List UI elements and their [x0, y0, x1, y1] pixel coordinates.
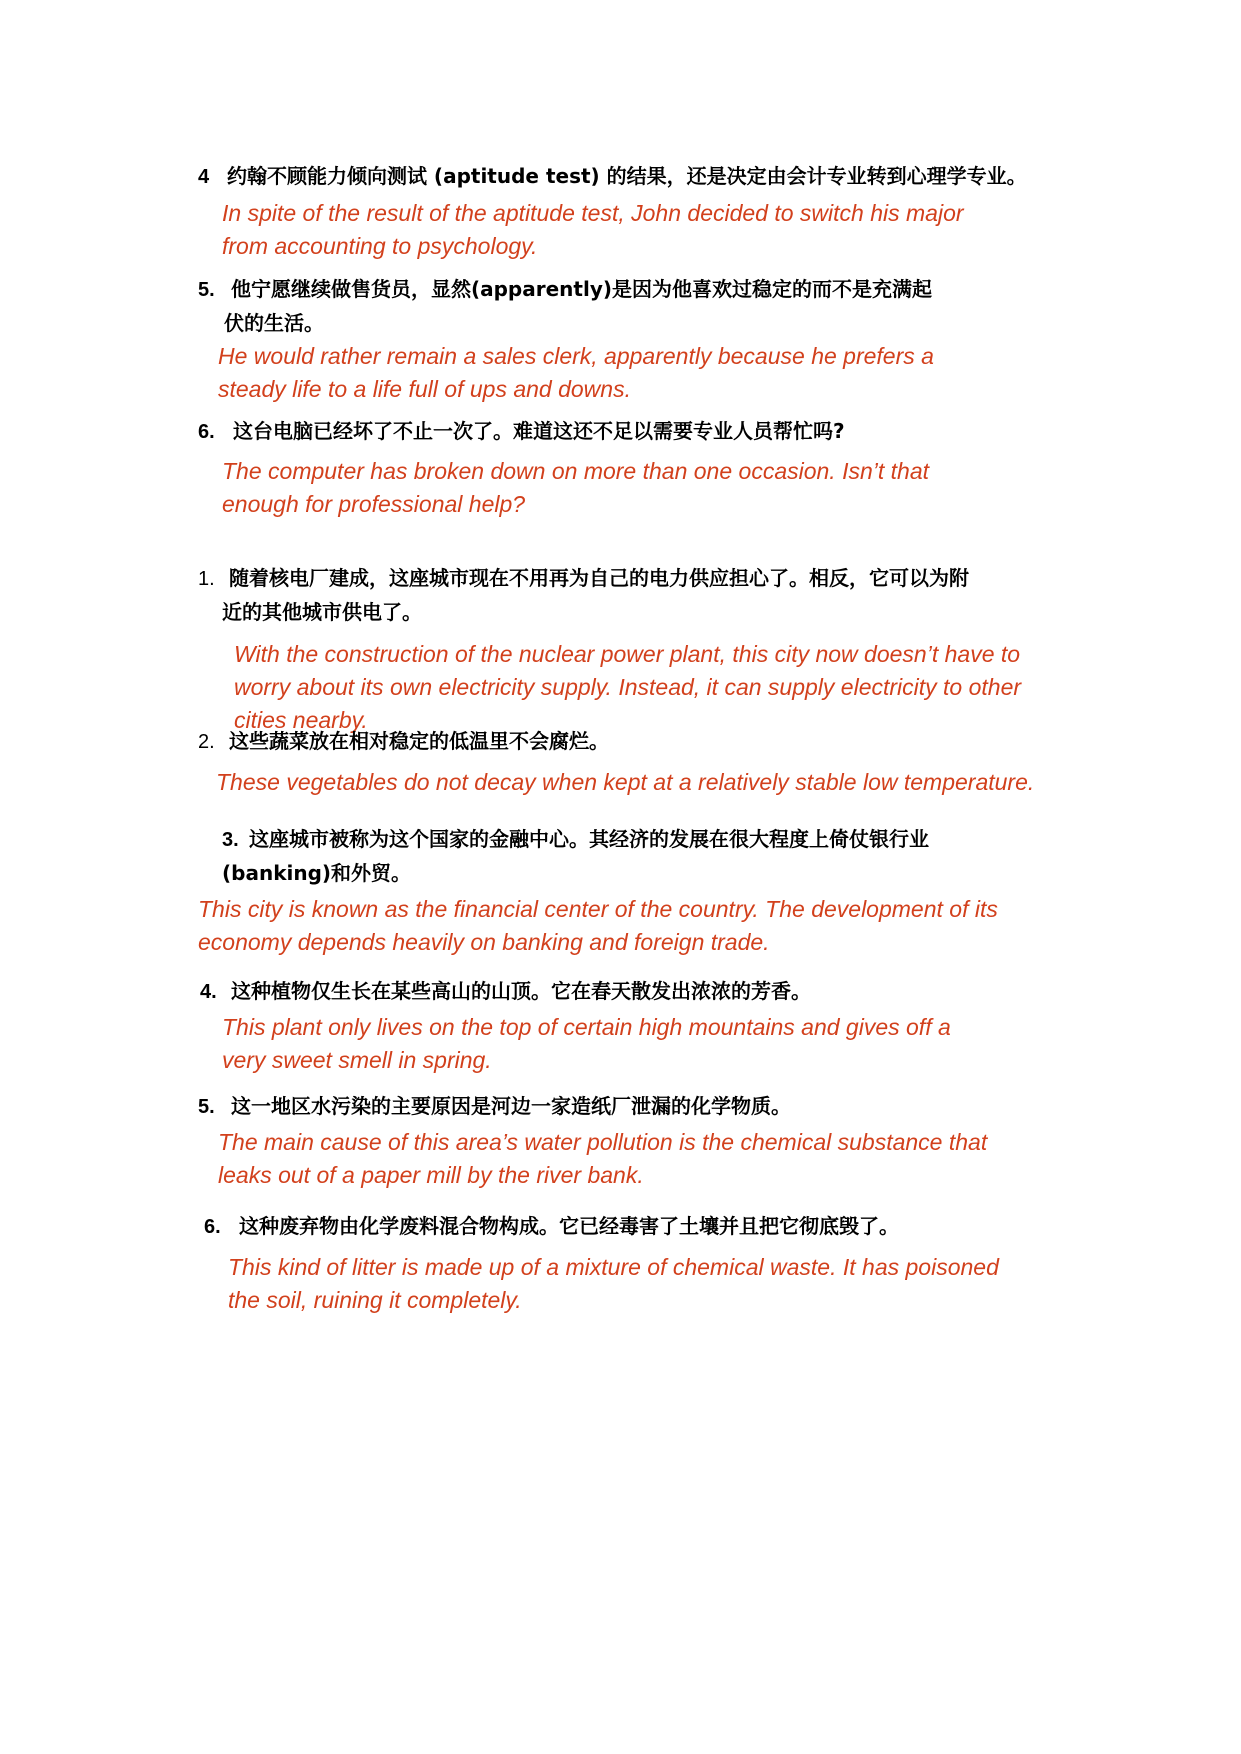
- answer-line: the soil, ruining it completely.: [228, 1287, 522, 1313]
- question-number: 2.: [198, 731, 215, 753]
- answer-a4: [222, 197, 992, 263]
- answer-b1: [234, 638, 1034, 733]
- answer-b5: [218, 1126, 1038, 1192]
- answer-line: economy depends heavily on banking and foreign trade.: [198, 929, 770, 955]
- question-text: 他宁愿继续做售货员，显然(apparently)是因为他喜欢过稳定的而不是充满起: [230, 277, 932, 301]
- question-number: 3.: [222, 829, 239, 851]
- answer-line: This plant only lives on the top of certain high mountains and gives off a: [222, 1014, 951, 1040]
- answer-line: This kind of litter is made up of a mixture of chemical waste. It has poisoned: [228, 1254, 999, 1280]
- answer-line: In spite of the result of the aptitude test, John decided to switch his major: [222, 200, 964, 226]
- answer-line: steady life to a life full of ups and downs.: [218, 376, 631, 402]
- question-text: 约翰不顾能力倾向测试 (aptitude test) 的结果，还是决定由会计专业转到心理学专业。: [226, 164, 1027, 188]
- question-b2: [198, 725, 609, 759]
- question-text: 这些蔬菜放在相对稳定的低温里不会腐烂。: [228, 729, 609, 753]
- question-number: 4: [198, 166, 210, 188]
- answer-line: from accounting to psychology.: [222, 233, 538, 259]
- question-number: 4.: [200, 981, 217, 1003]
- answer-line: The computer has broken down on more than one occasion. Isn’t that: [222, 458, 930, 484]
- question-text: 近的其他城市供电了。: [222, 600, 422, 624]
- question-text: 这台电脑已经坏了不止一次了。难道这还不足以需要专业人员帮忙吗?: [232, 419, 845, 443]
- question-text: 这种植物仅生长在某些高山的山顶。它在春天散发出浓浓的芳香。: [230, 979, 811, 1003]
- answer-line: very sweet smell in spring.: [222, 1047, 492, 1073]
- answer-line: This city is known as the financial center of the country. The development of its: [198, 896, 998, 922]
- question-number: 5.: [198, 279, 215, 301]
- question-number: 6.: [198, 421, 215, 443]
- question-text: 伏的生活。: [224, 311, 324, 335]
- answer-line: enough for professional help?: [222, 491, 526, 517]
- question-b6: [204, 1210, 899, 1244]
- answer-a6: [222, 455, 990, 521]
- answer-line: cities nearby.: [234, 707, 368, 733]
- question-text: 这一地区水污染的主要原因是河边一家造纸厂泄漏的化学物质。: [230, 1094, 791, 1118]
- answer-b3: [198, 893, 1018, 959]
- question-b4: [200, 975, 811, 1009]
- question-text: 随着核电厂建成，这座城市现在不用再为自己的电力供应担心了。相反，它可以为附: [228, 566, 969, 590]
- question-text: 这座城市被称为这个国家的金融中心。其经济的发展在很大程度上倚仗银行业: [248, 827, 929, 851]
- question-b1: [198, 562, 969, 629]
- answer-line: With the construction of the nuclear power plant, this city now doesn’t have to: [234, 641, 1021, 667]
- answer-b6: [228, 1251, 1048, 1317]
- question-text: 这种废弃物由化学废料混合物构成。它已经毒害了土壤并且把它彻底毁了。: [238, 1214, 899, 1238]
- answer-b4: [222, 1011, 1022, 1077]
- answer-line: worry about its own electricity supply. Instead, it can supply electricity to other: [234, 674, 1022, 700]
- answer-a5: [218, 340, 988, 406]
- question-number: 5.: [198, 1096, 215, 1118]
- question-number: 1.: [198, 568, 215, 590]
- question-a4: [198, 160, 1027, 194]
- question-b3: [222, 823, 929, 890]
- question-number: 6.: [204, 1216, 221, 1238]
- question-a6: [198, 415, 845, 449]
- question-a5: [198, 273, 932, 340]
- answer-line: These vegetables do not decay when kept at a relatively stable low temperature.: [216, 769, 1035, 795]
- question-b5: [198, 1090, 791, 1124]
- answer-line: He would rather remain a sales clerk, apparently because he prefers a: [218, 343, 934, 369]
- answer-line: The main cause of this area’s water pollution is the chemical substance that: [218, 1129, 988, 1155]
- answer-line: leaks out of a paper mill by the river bank.: [218, 1162, 644, 1188]
- answer-b2: [216, 766, 1046, 799]
- question-text: (banking)和外贸。: [222, 861, 412, 885]
